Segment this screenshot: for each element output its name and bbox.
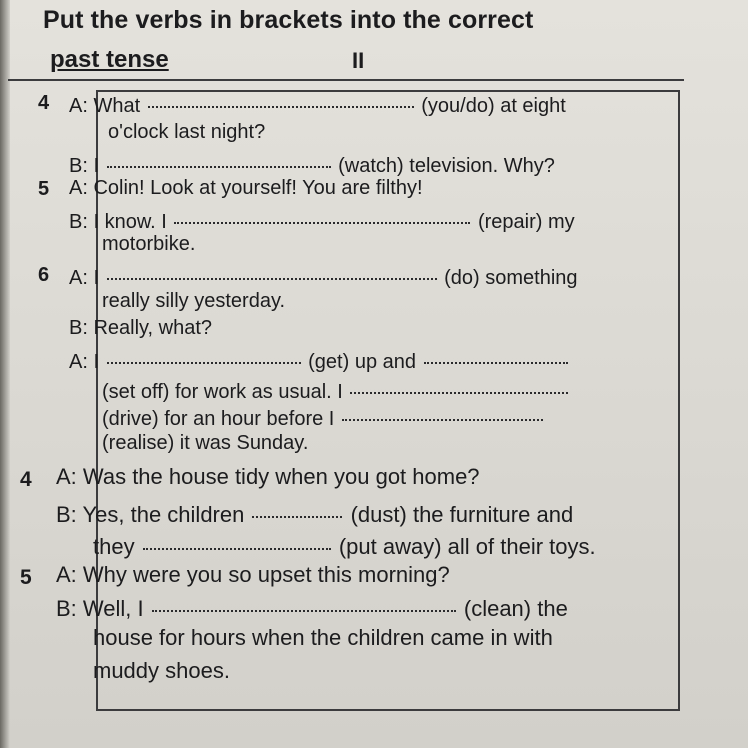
line-7-end: (do) something — [444, 267, 578, 289]
line-19: house for hours when the children came in with — [93, 625, 553, 650]
line-15-end: (dust) the furniture and — [350, 502, 574, 527]
line-17: A: Why were you so upset this morning? — [56, 562, 450, 587]
line-11 — [102, 378, 570, 402]
line-10-start: A: I — [69, 351, 100, 373]
line-7 — [69, 264, 578, 288]
line-8: really silly yesterday. — [102, 290, 286, 312]
line-2: o'clock last night? — [108, 121, 266, 143]
line-16-end: (put away) all of their toys. — [338, 534, 596, 559]
answer-blank-1[interactable] — [146, 92, 416, 112]
line-3 — [69, 152, 555, 176]
heading-rule — [8, 79, 684, 81]
line-16 — [93, 532, 596, 558]
item-number-5-lower: 5 — [20, 566, 32, 589]
line-9: B: Really, what? — [69, 317, 213, 339]
answer-blank-3[interactable] — [172, 208, 472, 228]
line-15 — [56, 500, 573, 526]
line-1-start: A: What — [69, 95, 141, 117]
line-10-mid: (get) up and — [308, 351, 416, 373]
line-14: A: Was the house tidy when you got home? — [56, 464, 480, 489]
item-number-4: 4 — [38, 92, 50, 114]
answer-blank-9[interactable] — [250, 500, 344, 522]
answer-blank-8[interactable] — [340, 405, 545, 425]
line-3-end: (watch) television. Why? — [338, 155, 555, 177]
line-13: (realise) it was Sunday. — [102, 432, 309, 454]
answer-blank-4[interactable] — [105, 264, 439, 284]
answer-blank-11[interactable] — [150, 594, 458, 616]
line-12 — [102, 405, 545, 429]
answer-blank-10[interactable] — [141, 532, 333, 554]
line-6: motorbike. — [102, 233, 196, 255]
line-15-start: B: Yes, the children — [56, 502, 245, 527]
exercise-subtitle: past tense — [50, 46, 169, 73]
answer-blank-7[interactable] — [348, 378, 570, 398]
line-11-start: (set off) for work as usual. I — [102, 381, 343, 403]
line-1-end: (you/do) at eight — [421, 95, 566, 117]
line-7-start: A: I — [69, 267, 100, 289]
item-number-6: 6 — [38, 264, 50, 286]
answer-blank-5[interactable] — [105, 348, 303, 368]
line-12-start: (drive) for an hour before I — [102, 408, 335, 430]
line-4: A: Colin! Look at yourself! You are filthy! — [69, 177, 423, 199]
line-5-start: B: I know. I — [69, 211, 167, 233]
section-number: II — [352, 48, 365, 73]
line-5-end: (repair) my — [477, 211, 575, 233]
line-1 — [69, 92, 566, 116]
line-10 — [69, 348, 570, 372]
item-number-5: 5 — [38, 178, 50, 200]
line-18-end: (clean) the — [463, 596, 568, 621]
exercise-title: Put the verbs in brackets into the correct — [43, 6, 534, 34]
answer-blank-2[interactable] — [105, 152, 333, 172]
line-5 — [69, 208, 575, 232]
line-3-start: B: I — [69, 155, 100, 177]
line-16-start: they — [93, 534, 135, 559]
answer-blank-6[interactable] — [422, 348, 570, 368]
item-number-4-lower: 4 — [20, 468, 32, 491]
page-binding-shadow — [0, 0, 10, 748]
line-18-start: B: Well, I — [56, 596, 144, 621]
line-20: muddy shoes. — [93, 658, 230, 683]
line-18 — [56, 594, 568, 620]
